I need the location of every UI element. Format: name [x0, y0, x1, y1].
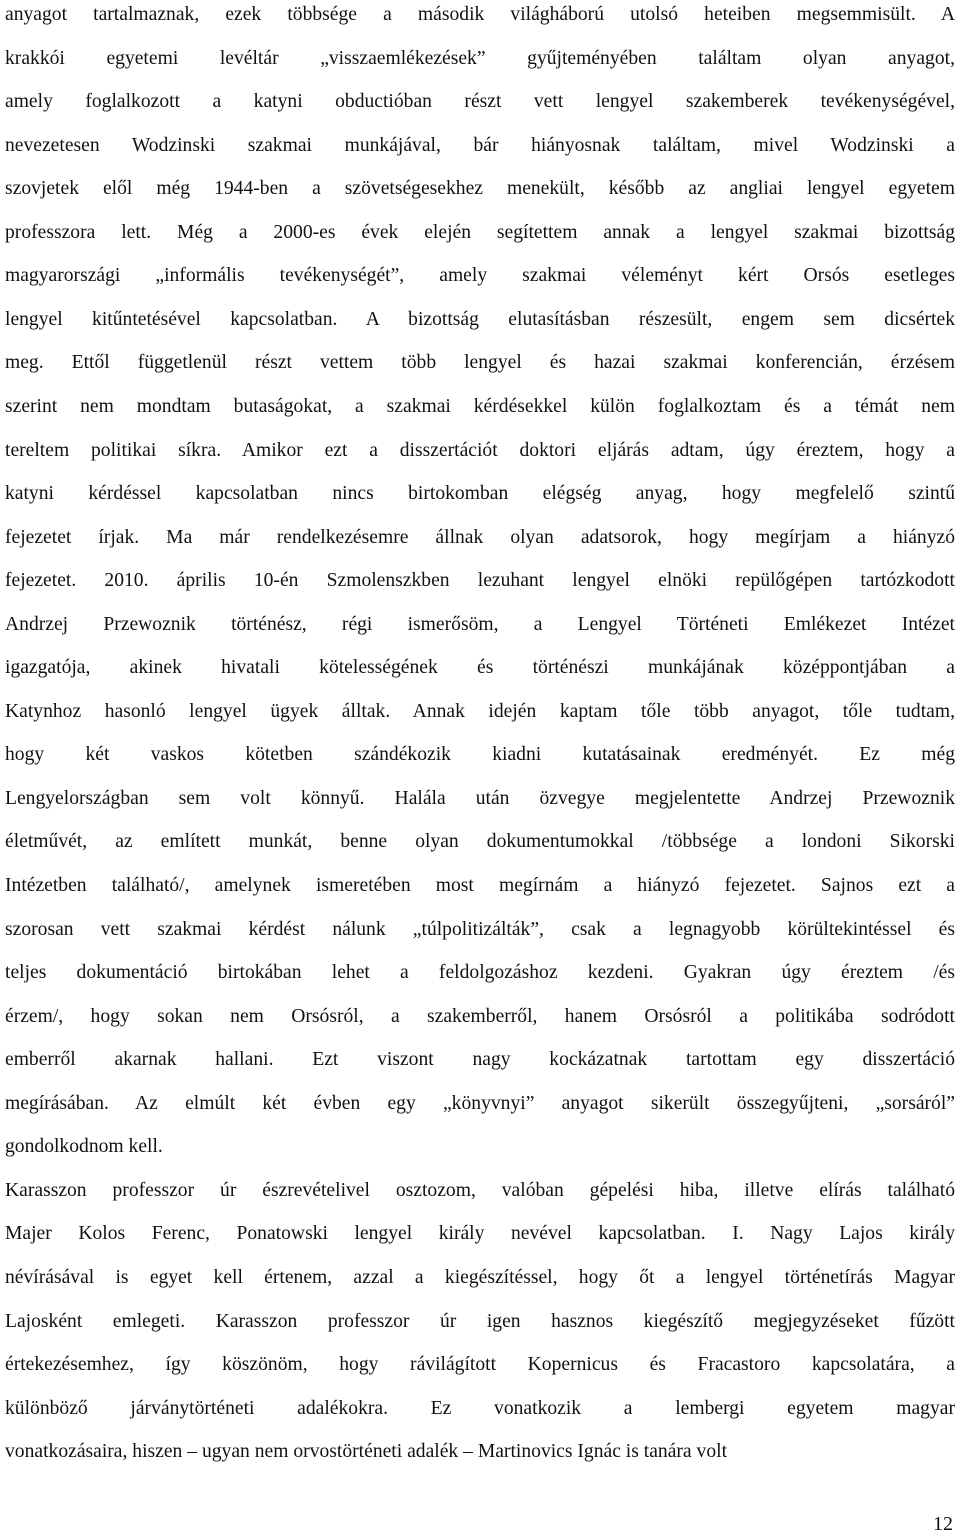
text-line: meg. Ettől függetlenül részt vettem több lengyel és hazai szakmai konferencián, érzésem	[5, 352, 955, 374]
text-line: vonatkozásaira, hiszen – ugyan nem orvostörténeti adalék – Martinovics Ignác is tanára volt	[5, 1441, 728, 1463]
text-line: anyagot tartalmaznak, ezek többsége a második világháború utolsó heteiben megsemmisült. A	[5, 4, 955, 25]
text-line: tereltem politikai síkra. Amikor ezt a disszertációt doktori eljárás adtam, úgy éreztem, hogy a	[5, 439, 955, 461]
text-line: Andrzej Przewoznik történész, régi ismerősöm, a Lengyel Történeti Emlékezet Intézet	[5, 613, 955, 635]
text-line: fejezetet írjak. Ma már rendelkezésemre állnak olyan adatsorok, hogy megírjam a hiányzó	[5, 526, 955, 548]
text-line: szerint nem mondtam butaságokat, a szakmai kérdésekkel külön foglalkoztam és a témát nem	[5, 395, 955, 417]
text-line: lengyel kitűntetésével kapcsolatban. A bizottság elutasításban részesült, engem sem dicsértek	[5, 308, 955, 330]
text-line: életművét, az említett munkát, benne olyan dokumentumokkal /többsége a londoni Sikorski	[5, 831, 955, 853]
text-line: gondolkodnom kell.	[5, 1136, 163, 1158]
text-line: Intézetben található/, amelynek ismeretében most megírnám a hiányzó fejezetet. Sajnos ezt a	[5, 875, 955, 896]
text-line: fejezetet. 2010. április 10-én Szmolenszkben lezuhant lengyel elnöki repülőgépen tartózkodott	[5, 570, 955, 592]
text-line: Lajosként emlegeti. Karasszon professzor úr igen hasznos kiegészítő megjegyzéseket fűzött	[5, 1310, 955, 1332]
text-line: érzem/, hogy sokan nem Orsósról, a szakemberről, hanem Orsósról a politikába sodródott	[5, 1005, 955, 1027]
document-page	[5, 0, 955, 1537]
text-line: amely foglalkozott a katyni obductióban részt vett lengyel szakemberek tevékenységével,	[5, 91, 955, 113]
text-line: értekezésemhez, így köszönöm, hogy rávilágított Kopernicus és Fracastoro kapcsolatára, a	[5, 1354, 955, 1376]
text-line: Karasszon professzor úr észrevételivel osztozom, valóban gépelési hiba, illetve elírás található	[5, 1179, 955, 1201]
text-line: professzora lett. Még a 2000-es évek elején segítettem annak a lengyel szakmai bizottság	[5, 221, 955, 243]
text-line: teljes dokumentáció birtokában lehet a feldolgozáshoz kezdeni. Gyakran úgy éreztem /és	[5, 962, 955, 984]
text-line: krakkói egyetemi levéltár „visszaemlékezések” gyűjteményében találtam olyan anyagot,	[5, 47, 955, 69]
text-line: hogy két vaskos kötetben szándékozik kiadni kutatásainak eredményét. Ez még	[5, 744, 955, 766]
text-line: szorosan vett szakmai kérdést nálunk „túlpolitizálták”, csak a legnagyobb körültekintéssel és	[5, 918, 955, 940]
text-line: nevezetesen Wodzinski szakmai munkájával, bár hiányosnak találtam, mivel Wodzinski a	[5, 134, 955, 156]
text-line: magyarországi „informális tevékenységét”, amely szakmai véleményt kért Orsós esetleges	[5, 265, 955, 287]
text-line: Lengyelországban sem volt könnyű. Halála után özvegye megjelentette Andrzej Przewoznik	[5, 787, 955, 809]
text-line: névírásával is egyet kell értenem, azzal a kiegészítéssel, hogy őt a lengyel történetírás Magyar	[5, 1266, 955, 1288]
text-line: Katynhoz hasonló lengyel ügyek álltak. Annak idején kaptam tőle több anyagot, tőle tudtam,	[5, 700, 955, 722]
text-line: különböző járványtörténeti adalékokra. Ez vonatkozik a lembergi egyetem magyar	[5, 1397, 955, 1419]
text-line: emberről akarnak hallani. Ezt viszont nagy kockázatnak tartottam egy disszertáció	[5, 1049, 955, 1071]
text-line: Majer Kolos Ferenc, Ponatowski lengyel király nevével kapcsolatban. I. Nagy Lajos király	[5, 1223, 955, 1245]
text-line: katyni kérdéssel kapcsolatban nincs birtokomban elégség anyag, hogy megfelelő szintű	[5, 483, 955, 505]
text-line: szovjetek elől még 1944-ben a szövetségesekhez menekült, később az angliai lengyel egyetem	[5, 178, 955, 200]
page-number: 12	[933, 1513, 953, 1535]
text-line: megírásában. Az elmúlt két évben egy „könyvnyi” anyagot sikerült összegyűjteni, „sorsáról”	[5, 1092, 955, 1114]
text-line: igazgatója, akinek hivatali kötelességének és történészi munkájának középpontjában a	[5, 657, 955, 679]
